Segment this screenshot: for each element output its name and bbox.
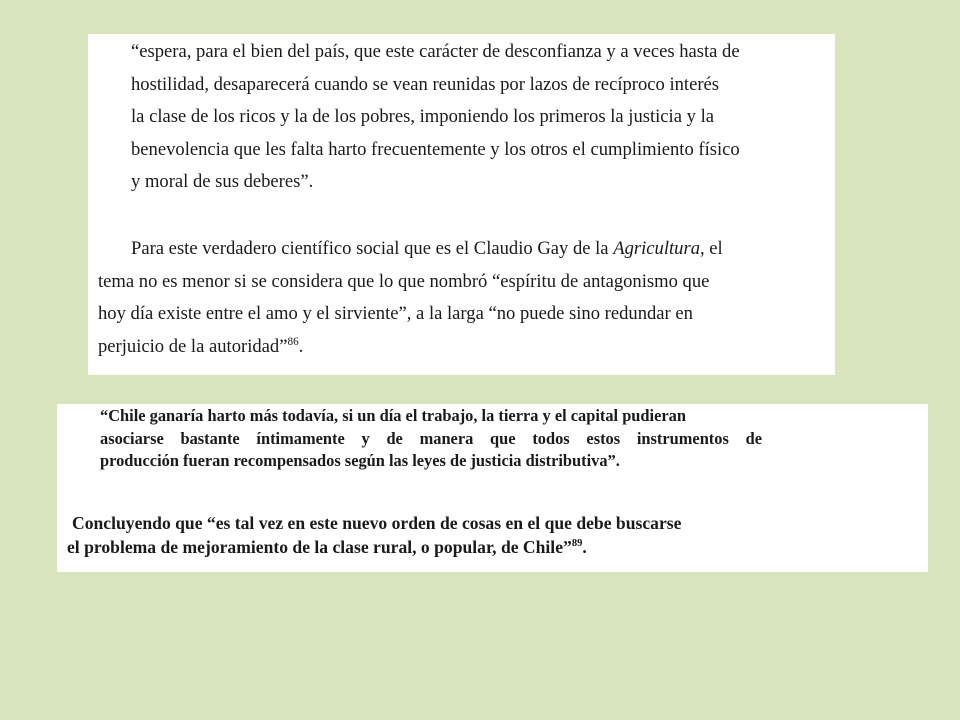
quote-line: “Chile ganaría harto más todavía, si un día el trabajo, la tierra y el capital pudieran <box>100 406 686 425</box>
paragraph-line: perjuicio de la autoridad”$^{86}$. <box>98 335 304 357</box>
quote-line: producción fueran recompensados según las leyes de justicia distributiva”. <box>100 451 620 470</box>
quote-line: la clase de los ricos y la de los pobres, imponiendo los primeros la justicia y la <box>131 106 714 127</box>
top-paragraph <box>98 233 804 363</box>
paragraph-line: tema no es menor si se considera que lo que nombró “espíritu de antagonismo que <box>98 270 710 292</box>
footnote-marker: 89 <box>571 538 583 550</box>
quote-line: benevolencia que les falta harto frecuentemente y los otros el cumplimiento físico <box>131 138 740 160</box>
quote-line: y moral de sus deberes”. <box>131 171 314 192</box>
quote-line: asociarse bastante íntimamente y de manera que todos estos instrumentos de <box>100 428 762 448</box>
paragraph-line: el problema de mejoramiento de la clase rural, o popular, de Chile”$^{89}$. <box>67 537 587 557</box>
paragraph-line: hoy día existe entre el amo y el sirviente”, a la larga “no puede sino redundar en <box>98 303 693 324</box>
bottom-text-excerpt <box>57 404 928 572</box>
paragraph-line: Para este verdadero científico social que es el Claudio Gay de la Agricultura, el <box>131 238 723 259</box>
book-title: Agricultura <box>613 238 700 259</box>
quote-line: hostilidad, desaparecerá cuando se vean reunidas por lazos de recíproco interés <box>131 73 720 95</box>
bottom-paragraph <box>67 511 827 559</box>
paragraph-line: Concluyendo que “es tal vez en este nuevo orden de cosas en el que debe buscarse <box>72 513 682 533</box>
quote-line: “espera, para el bien del país, que este carácter de desconfianza y a veces hasta de <box>131 41 740 62</box>
bottom-block-quote <box>100 405 762 473</box>
footnote-marker: 86 <box>287 335 299 348</box>
top-block-quote <box>131 36 771 199</box>
top-text-excerpt <box>88 34 835 375</box>
